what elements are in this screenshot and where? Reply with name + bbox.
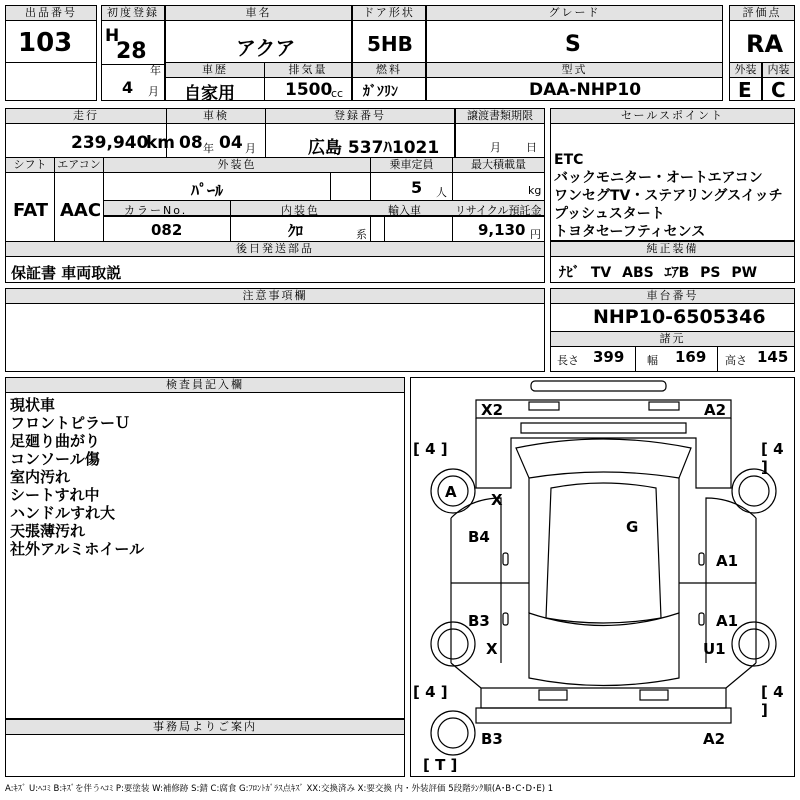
chassis-label: 車台番号 (551, 289, 794, 304)
later-parts: 保証書 車両取説 (11, 264, 122, 282)
history: 自家用 (184, 84, 235, 104)
first-reg-year-unit: 年 (150, 64, 161, 77)
capacity-unit: 人 (436, 186, 447, 199)
transfer-day-unit: 日 (526, 141, 537, 154)
history-label: 車歴 (166, 63, 264, 78)
damage-mark: X (486, 640, 498, 658)
mileage: 239,940 (71, 133, 149, 153)
ext-color-label: 外装色 (104, 158, 370, 173)
damage-mark: B3 (481, 730, 503, 748)
score: RA (746, 30, 784, 58)
width-label: 幅 (647, 354, 658, 367)
transfer-label: 譲渡書類期限 (456, 109, 544, 124)
door-label: ドア形状 (353, 6, 425, 21)
inspection-month-unit: 月 (245, 142, 256, 155)
damage-mark: A1 (716, 552, 739, 570)
later-parts-box (5, 241, 545, 283)
chassis-box (550, 288, 795, 372)
grade-label: グレード (427, 6, 722, 21)
plate-number: 広島 537ﾊ1021 (308, 138, 440, 158)
sales-point-item: トヨタセーフティセンス (554, 224, 706, 240)
tire-mark: [ 4 ] (413, 440, 448, 458)
displacement-unit: cc (331, 87, 344, 100)
sales-points-box (550, 108, 795, 241)
first-reg-year: 28 (116, 39, 147, 64)
tire-mark: [ 4 ] (761, 440, 784, 476)
inspector-note: 天張薄汚れ (10, 522, 86, 540)
lot-number: 103 (18, 28, 73, 58)
exterior-grade-box (729, 62, 762, 101)
lot-label: 出品番号 (6, 6, 96, 21)
width: 169 (675, 348, 707, 366)
damage-mark: X2 (481, 401, 504, 419)
spec-block (5, 157, 545, 242)
color-no: 082 (151, 221, 183, 239)
first-reg-era: H (105, 26, 120, 46)
capacity-label: 乗車定員 (371, 158, 452, 173)
max-load-label: 最大積載量 (453, 158, 544, 173)
mileage-box (5, 108, 176, 158)
fuel: ｶﾞｿﾘﾝ (363, 84, 398, 100)
sales-point-item: ワンセグTV・ステアリングスイッチ (554, 188, 783, 204)
mileage-label: 走行 (6, 109, 166, 124)
inspector-note: 現状車 (10, 396, 56, 414)
aircon: AAC (60, 200, 102, 221)
transfer-month-unit: 月 (490, 141, 501, 154)
inspector-note: 社外アルミホイール (10, 540, 145, 558)
history-box (165, 62, 265, 104)
legend: A:ｷｽﾞ U:ﾍｺﾐ B:ｷｽﾞを伴うﾍｺﾐ P:要塗装 W:補修跡 S:錆 C:腐食 G:ﾌﾛﾝﾄｶﾞﾗｽ点ｷｽﾞ XX:交換済み X:要交換 内・外装評価 5段階ﾗﾝｸ順(A･B･C･D･E) 1 (5, 784, 554, 794)
tire-mark: [ 4 ] (413, 683, 448, 701)
lot-box (5, 5, 97, 101)
first-reg-month: 4 (122, 78, 134, 97)
sales-points-label: セールスポイント (551, 109, 794, 124)
door-type: 5HB (367, 32, 413, 56)
height: 145 (757, 348, 789, 366)
fuel-label: 燃料 (353, 63, 425, 78)
first-reg-box (101, 5, 165, 101)
height-label: 高さ (725, 354, 747, 367)
int-color-unit: 系 (356, 228, 367, 241)
sales-point-item: バックモニター・オートエアコン (554, 170, 763, 186)
displacement: 1500 (285, 80, 333, 100)
tire-mark: [ 4 ] (761, 683, 784, 719)
displacement-label: 排気量 (265, 63, 351, 78)
tire-mark: [ T ] (423, 756, 458, 774)
damage-mark: A2 (704, 401, 727, 419)
equipment-box (550, 241, 795, 283)
recycle-unit: 円 (530, 228, 541, 241)
later-parts-label: 後日発送部品 (6, 242, 544, 257)
ext-color: ﾊﾟｰﾙ (191, 181, 224, 200)
inspector-box (5, 377, 405, 719)
inspector-note: ハンドルすれ大 (10, 504, 116, 522)
inspection-label: 車検 (167, 109, 265, 124)
inspection-box (166, 108, 266, 158)
max-load-unit: kg (528, 184, 542, 197)
plate-box (265, 108, 455, 158)
plate-label: 登録番号 (266, 109, 454, 124)
inspection-year-unit: 年 (203, 142, 214, 155)
inspector-note: コンソール傷 (10, 450, 100, 468)
equipment: ﾅﾋﾞ TV ABS ｴｱB PS PW (559, 265, 758, 281)
interior-grade: C (771, 78, 786, 102)
recycle: 9,130 (478, 221, 526, 239)
inspection-year: 08 (179, 133, 203, 153)
import-label: 輸入車 (388, 204, 421, 217)
inspector-label: 検査員記入欄 (6, 378, 404, 393)
shift: FAT (13, 200, 49, 221)
inspector-note: 室内汚れ (10, 468, 71, 486)
sales-point-item: プッシュスタート (554, 206, 665, 222)
sales-point-item: ETC (554, 152, 584, 168)
car-name-box (165, 5, 352, 63)
damage-mark: B4 (468, 528, 490, 546)
chassis-number: NHP10-6505346 (593, 306, 766, 328)
score-box (729, 5, 795, 63)
first-reg-month-unit: 月 (148, 85, 159, 98)
int-color: ｸﾛ (288, 222, 304, 240)
inspector-note: フロントピラーＵ (10, 414, 131, 432)
model-code: DAA-NHP10 (529, 80, 642, 100)
interior-grade-label: 内装 (763, 63, 794, 78)
fuel-box (352, 62, 426, 101)
displacement-box (264, 62, 352, 101)
inspector-note: シートすれ中 (10, 486, 100, 504)
length: 399 (593, 348, 625, 366)
int-color-label: 内装色 (281, 204, 320, 217)
shift-label: シフト (6, 158, 54, 173)
exterior-grade: E (738, 78, 752, 102)
aircon-label: エアコン (55, 158, 103, 173)
caution-box (5, 288, 545, 372)
door-box (352, 5, 426, 63)
capacity: 5 (411, 178, 423, 197)
equipment-label: 純正装備 (551, 242, 794, 257)
inspector-note: 足廻り曲がり (10, 432, 101, 450)
model-code-label: 型式 (427, 63, 722, 78)
mileage-unit: km (146, 133, 176, 153)
grade-box (426, 5, 723, 63)
exterior-grade-label: 外装 (730, 63, 761, 78)
first-reg-label: 初度登録 (102, 6, 164, 21)
damage-mark: A (445, 483, 457, 501)
color-no-label: カラーNo. (124, 204, 188, 217)
recycle-label: リサイクル預託金 (455, 204, 542, 217)
car-diagram (410, 377, 795, 777)
score-label: 評価点 (730, 6, 794, 21)
car-name-label: 車名 (166, 6, 351, 21)
interior-grade-box (762, 62, 795, 101)
dims-label: 諸元 (551, 331, 794, 347)
office-box (5, 719, 405, 777)
damage-mark: B3 (468, 612, 490, 630)
inspection-month: 04 (219, 133, 243, 153)
car-outline (411, 378, 794, 776)
damage-mark: U1 (703, 640, 726, 658)
transfer-box (455, 108, 545, 158)
damage-mark: A1 (716, 612, 739, 630)
car-name: アクア (236, 36, 296, 60)
caution-label: 注意事項欄 (6, 289, 544, 304)
damage-mark: A2 (703, 730, 726, 748)
damage-mark: X (491, 491, 503, 509)
length-label: 長さ (557, 354, 579, 367)
damage-mark: G (626, 518, 639, 536)
model-code-box (426, 62, 723, 101)
grade: S (565, 32, 581, 57)
office-label: 事務局よりご案内 (6, 720, 404, 735)
